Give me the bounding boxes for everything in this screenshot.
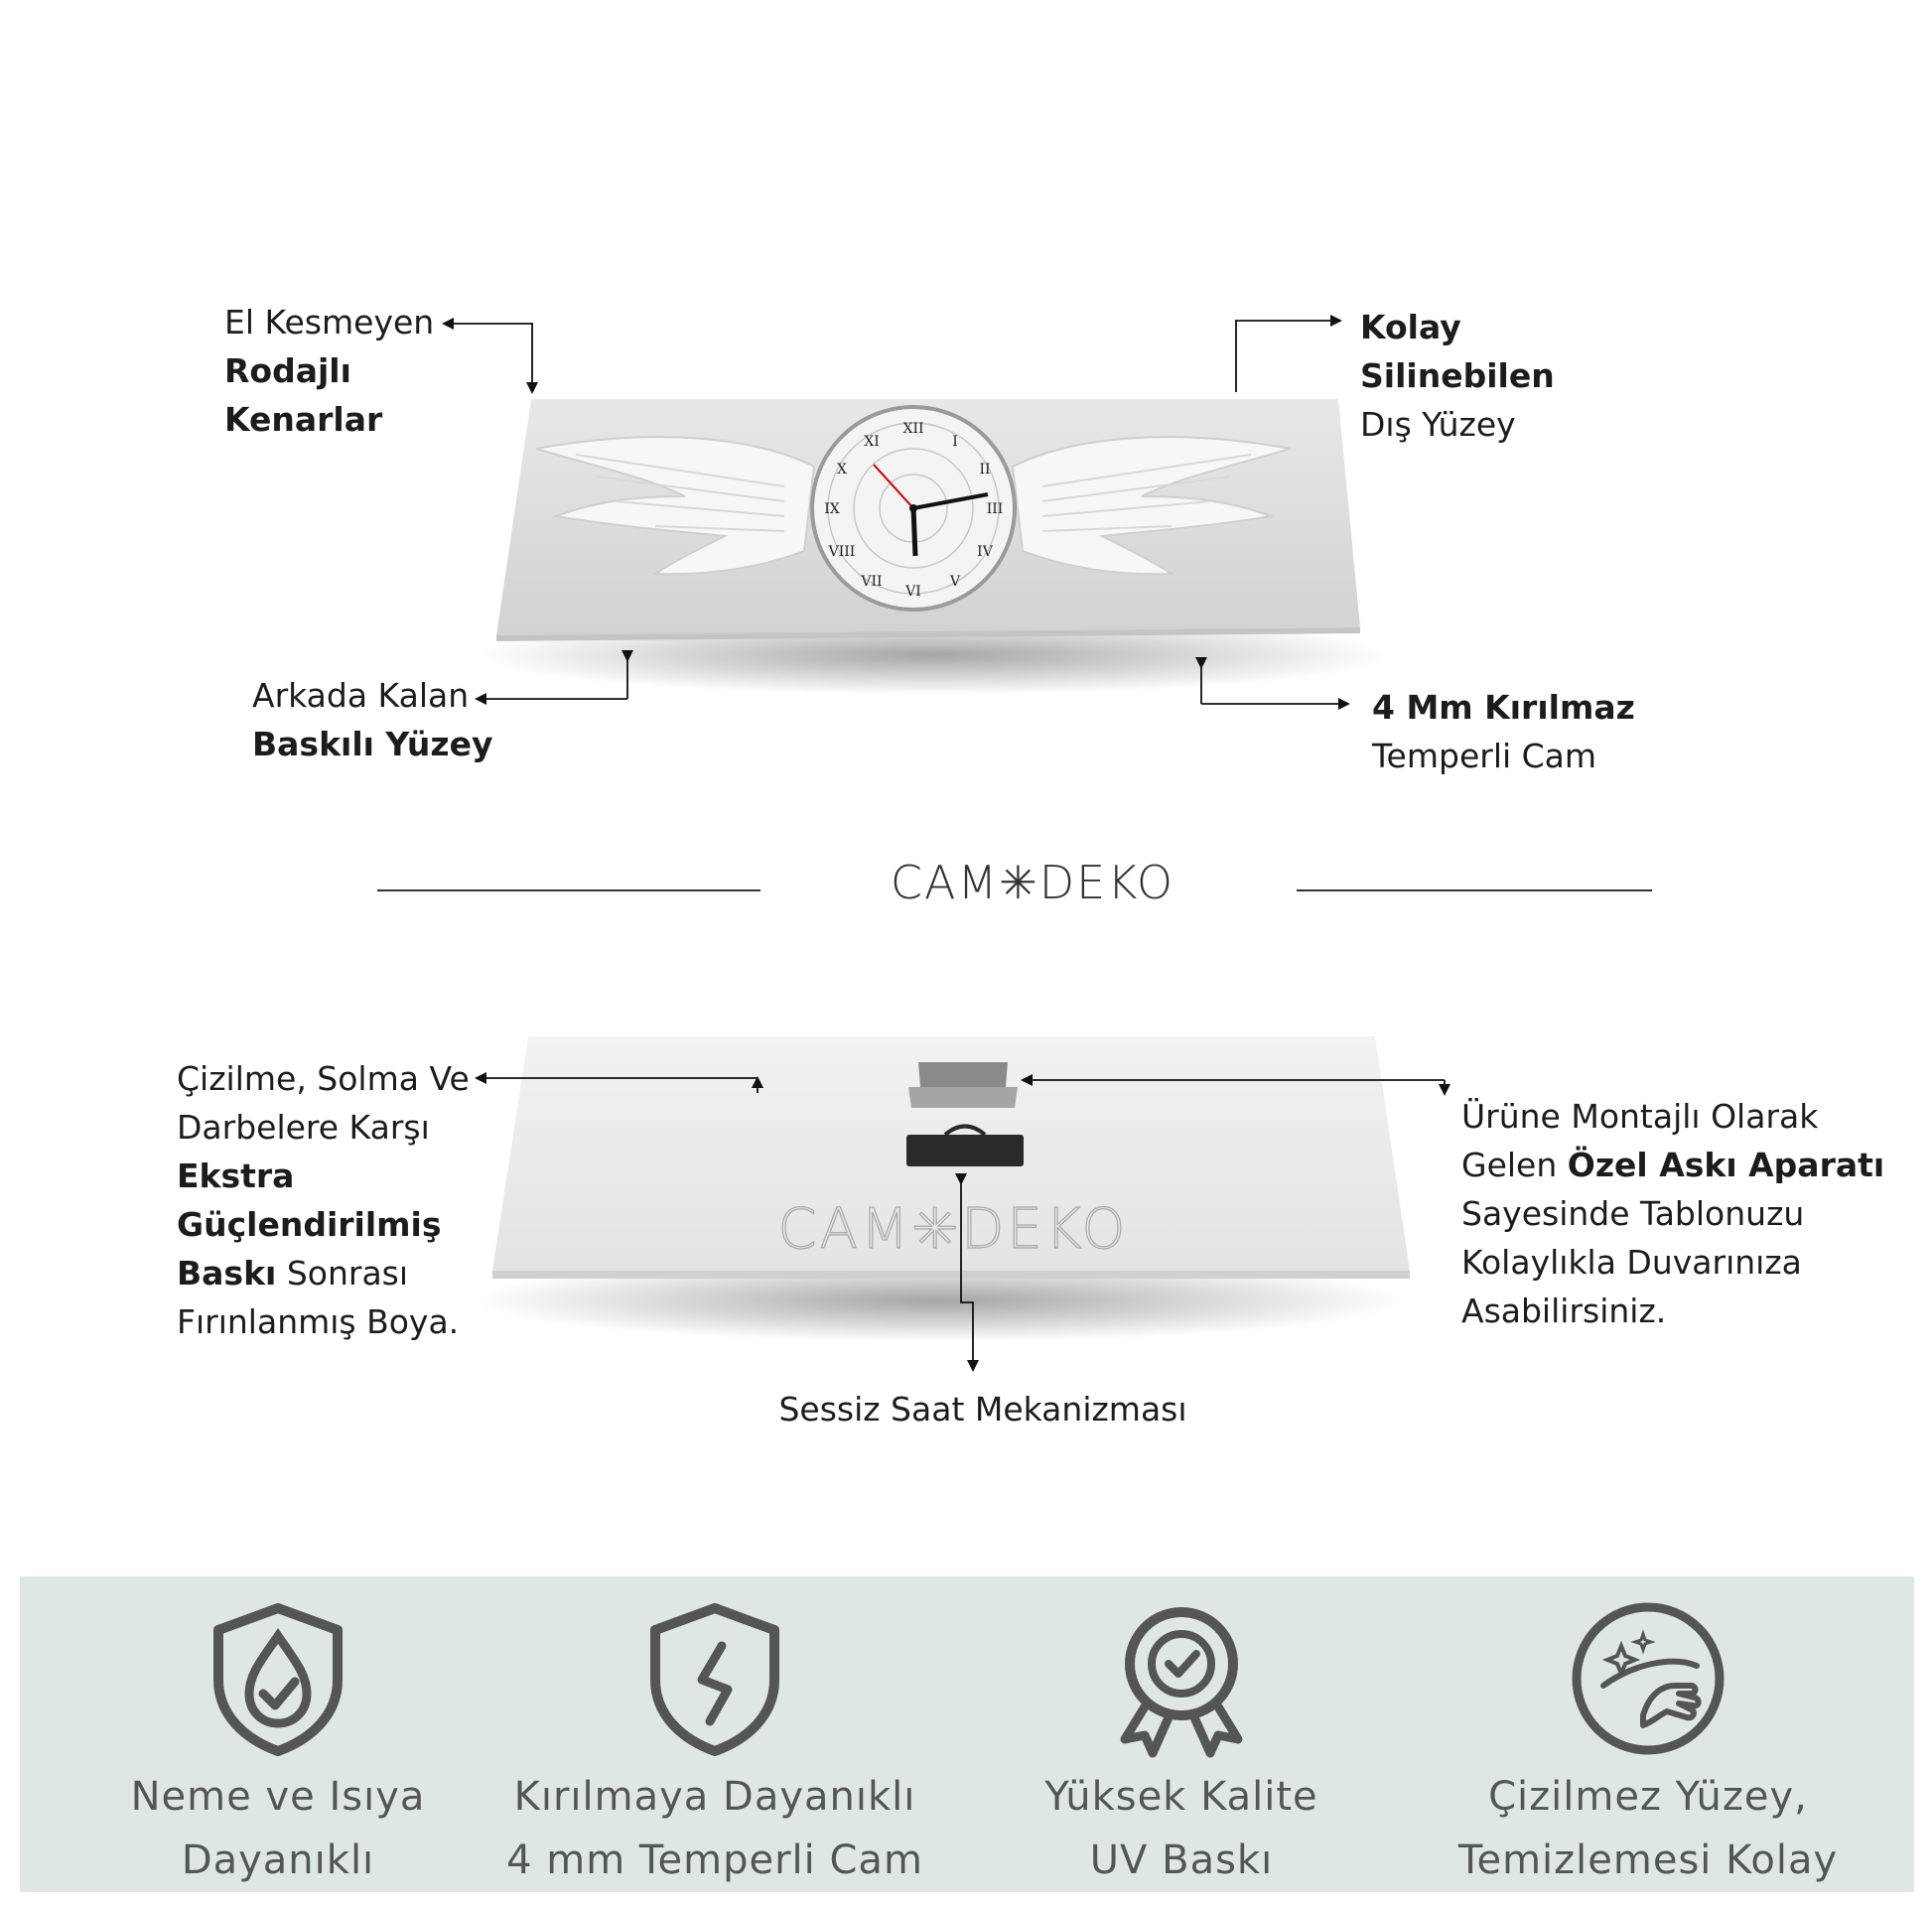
svg-text:I: I bbox=[952, 434, 958, 450]
label-line-bold: Ekstra bbox=[177, 1157, 295, 1195]
divider-left bbox=[377, 889, 760, 891]
label-sessiz-saat: Sessiz Saat Mekanizması bbox=[778, 1390, 1187, 1429]
label-4mm-kirilmaz bbox=[1372, 683, 1635, 780]
feature-line: Dayanıklı bbox=[181, 1838, 375, 1883]
label-line: Arkada Kalan bbox=[252, 676, 470, 715]
feature-text bbox=[486, 1765, 943, 1892]
svg-text:XI: XI bbox=[864, 434, 880, 450]
svg-text:VI: VI bbox=[905, 584, 921, 600]
label-line: Asabilirsiniz. bbox=[1461, 1292, 1667, 1330]
label-line: Sayesinde Tablonuzu bbox=[1461, 1194, 1805, 1233]
clock-face bbox=[812, 407, 1015, 610]
back-watermark: CAM✳DEKO bbox=[777, 1197, 1129, 1262]
feature-text bbox=[953, 1765, 1410, 1892]
label-line-bold: Kolay bbox=[1360, 308, 1461, 346]
svg-text:VII: VII bbox=[861, 574, 883, 590]
label-line: El Kesmeyen bbox=[224, 303, 435, 341]
svg-text:IX: IX bbox=[824, 501, 840, 517]
feature-moisture-heat bbox=[60, 1576, 496, 1892]
label-el-kesmeyen bbox=[224, 298, 434, 444]
svg-text:V: V bbox=[949, 574, 961, 590]
label-line-bold: Özel Askı Aparatı bbox=[1567, 1146, 1885, 1184]
label-line: Temperli Cam bbox=[1372, 737, 1597, 775]
feature-line: Yüksek Kalite bbox=[1044, 1774, 1318, 1820]
feature-text bbox=[1420, 1765, 1876, 1892]
brand-logo: CAM✳DEKO bbox=[890, 856, 1175, 909]
divider-right bbox=[1297, 889, 1652, 891]
feature-uv-print bbox=[953, 1576, 1410, 1892]
svg-text:XII: XII bbox=[902, 421, 924, 437]
front-product-image bbox=[477, 399, 1390, 695]
back-product-image bbox=[472, 1036, 1410, 1342]
shield-drop-check-icon bbox=[194, 1594, 362, 1763]
svg-text:X: X bbox=[837, 462, 847, 477]
label-line: Fırınlanmış Boya. bbox=[177, 1302, 460, 1341]
label-kolay-silinebilen bbox=[1360, 303, 1555, 449]
label-line: Dış Yüzey bbox=[1360, 405, 1516, 444]
label-line: Gelen bbox=[1461, 1146, 1568, 1184]
badge-check-icon bbox=[1097, 1594, 1266, 1763]
label-cizilme bbox=[177, 1054, 470, 1346]
svg-text:II: II bbox=[979, 462, 991, 477]
feature-line: Kırılmaya Dayanıklı bbox=[513, 1774, 916, 1820]
label-line-bold: Güçlendirilmiş bbox=[177, 1205, 442, 1244]
label-line-bold: 4 Mm Kırılmaz bbox=[1372, 688, 1635, 727]
shield-crack-icon bbox=[630, 1594, 799, 1763]
label-line-bold: Kenarlar bbox=[224, 400, 383, 439]
feature-break-resistant bbox=[486, 1576, 943, 1892]
label-line: Kolaylıkla Duvarınıza bbox=[1461, 1243, 1802, 1282]
feature-scratch-free bbox=[1420, 1576, 1876, 1892]
svg-text:III: III bbox=[986, 501, 1004, 517]
feature-line: Çizilmez Yüzey, bbox=[1488, 1774, 1808, 1820]
svg-text:IV: IV bbox=[977, 544, 993, 560]
feature-text bbox=[60, 1765, 496, 1892]
label-line: Darbelere Karşı bbox=[177, 1108, 430, 1147]
cleaning-hand-icon bbox=[1564, 1594, 1732, 1763]
feature-line: Neme ve Isıya bbox=[130, 1774, 426, 1820]
features-panel bbox=[20, 1576, 1914, 1892]
label-line: Çizilme, Solma Ve bbox=[177, 1059, 470, 1098]
label-urune-montajli bbox=[1461, 1092, 1884, 1335]
feature-line: 4 mm Temperli Cam bbox=[506, 1838, 923, 1883]
label-line-bold: Silinebilen bbox=[1360, 356, 1555, 395]
label-line-bold: Baskılı Yüzey bbox=[252, 725, 493, 763]
label-line-bold: Baskı bbox=[177, 1254, 277, 1293]
label-line-bold: Rodajlı bbox=[224, 351, 351, 390]
feature-line: Temizlemesi Kolay bbox=[1457, 1838, 1839, 1883]
label-arkada-kalan bbox=[252, 671, 493, 768]
feature-line: UV Baskı bbox=[1089, 1838, 1274, 1883]
hanger-bracket bbox=[908, 1062, 1018, 1108]
label-line: Sonrası bbox=[276, 1254, 409, 1293]
svg-text:VIII: VIII bbox=[828, 544, 856, 560]
label-line: Ürüne Montajlı Olarak bbox=[1461, 1097, 1819, 1136]
